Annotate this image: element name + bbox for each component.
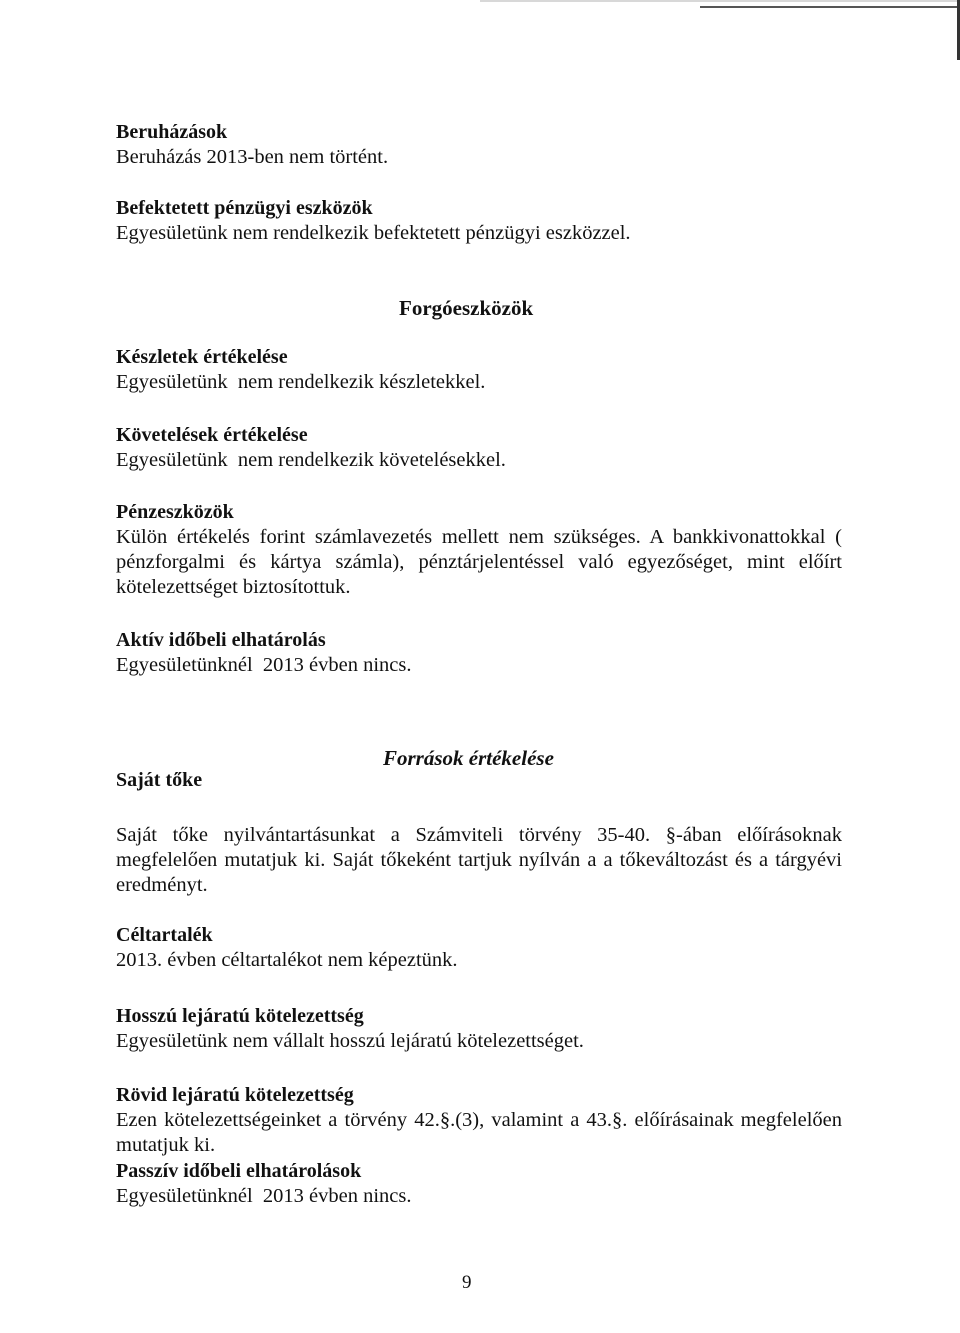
section-hosszu — [116, 1004, 842, 1054]
section-sajat-toke-heading — [116, 768, 842, 793]
section-text: 2013. évben céltartalékot nem képeztünk. — [116, 949, 458, 971]
section-text: Saját tőke nyilvántartásunkat a Számviteli törvény 35-40. §-ában előírásoknak megfelelően mutatjuk ki. Saját tőkeként tartjuk nyílván a a tőkeváltozást és a tárgyévi eredményt. — [116, 824, 842, 896]
section-text: Egyesületünk nem rendelkezik követelésekkel. — [116, 449, 506, 471]
section-text: Ezen kötelezettségeinket a törvény 42.§.(3), valamint a 43.§. előírásainak megfelelően mutatjuk ki. — [116, 1109, 842, 1156]
section-heading: Saját tőke — [116, 769, 203, 791]
section-heading: Hosszú lejáratú kötelezettség — [116, 1005, 364, 1027]
section-befektetett — [116, 196, 842, 246]
section-text: Egyesületünk nem vállalt hosszú lejáratú kötelezettséget. — [116, 1030, 584, 1052]
section-aktiv — [116, 628, 842, 678]
section-text: Beruházás 2013-ben nem történt. — [116, 146, 389, 168]
section-text: Egyesületünknél 2013 évben nincs. — [116, 1185, 412, 1207]
section-celtartalek — [116, 923, 842, 973]
section-passziv — [116, 1159, 842, 1209]
section-heading: Aktív időbeli elhatárolás — [116, 629, 326, 651]
section-penzeszkozok — [116, 500, 842, 600]
section-heading: Céltartalék — [116, 924, 213, 946]
section-heading: Beruházások — [116, 121, 228, 143]
section-beruhazasok — [116, 120, 842, 170]
section-sajat-toke — [116, 823, 842, 898]
forgoeszkozok-title: Forgóeszközök — [399, 296, 534, 320]
section-heading: Befektetett pénzügyi eszközök — [116, 197, 373, 219]
page-number: 9 — [462, 1272, 472, 1293]
section-rovid — [116, 1083, 842, 1158]
section-keszletek — [116, 345, 842, 395]
section-text: Egyesületünk nem rendelkezik készletekkel. — [116, 371, 486, 393]
section-text: Egyesületünk nem rendelkezik befektetett pénzügyi eszközzel. — [116, 222, 631, 244]
section-heading: Rövid lejáratú kötelezettség — [116, 1084, 354, 1106]
section-kovetelesek — [116, 423, 842, 473]
section-heading: Pénzeszközök — [116, 501, 234, 523]
forrasok-title: Források értékelése — [383, 746, 554, 770]
section-heading: Passzív időbeli elhatárolások — [116, 1160, 362, 1182]
section-heading: Követelések értékelése — [116, 424, 308, 446]
section-text: Egyesületünknél 2013 évben nincs. — [116, 654, 412, 676]
section-text: Külön értékelés forint számlavezetés mellett nem szükséges. A bankkivonattokkal ( pénzforgalmi és kártya számla), pénztárjelentéssel való egyezőséget, mint előírt kötelezettséget biztosítottuk. — [116, 526, 842, 598]
section-heading: Készletek értékelése — [116, 346, 288, 368]
